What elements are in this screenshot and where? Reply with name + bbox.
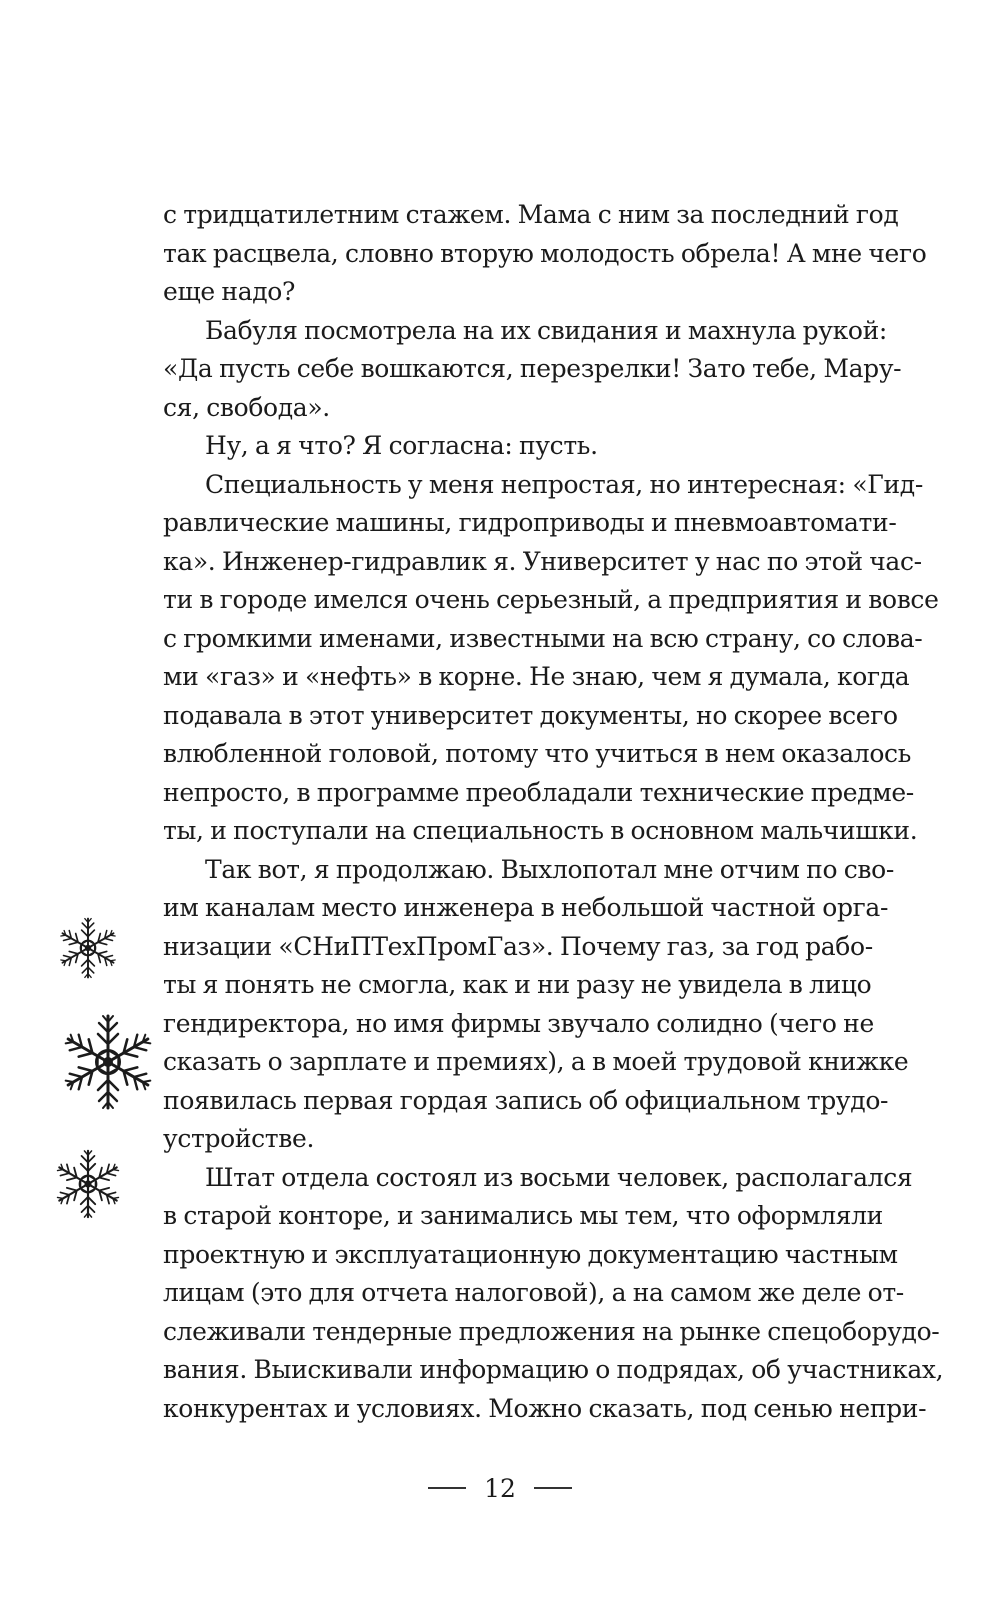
text-line: гендиректора, но имя фирмы звучало солидно (чего не [163,1008,874,1038]
text-line: сказать о зарплате и премиях), а в моей трудовой книжке [163,1047,909,1076]
text-line: ми «газ» и «нефть» в корне. Не знаю, чем я думала, когда [163,662,910,691]
text-line: слеживали тендерные предложения на рынке спецоборудо- [163,1316,940,1346]
text-line: подавала в этот университет документы, но скорее всего [163,700,898,730]
snowflake-icon [58,1012,158,1112]
text-line: ти в городе имелся очень серьезный, а предприятия и вовсе [163,585,939,614]
text-line: устройстве. [163,1124,315,1153]
text-line: Так вот, я продолжаю. Выхлопотал мне отчим по сво- [205,854,894,884]
text-line: низации «СНиПТехПромГаз». Почему газ, за год рабо- [163,931,873,961]
body-text [163,196,944,1428]
text-line: Бабуля посмотрела на их свидания и махнула рукой: [205,315,888,345]
text-line: проектную и эксплуатационную документацию частным [163,1239,898,1269]
text-line: непросто, в программе преобладали технические предме- [163,777,914,807]
text-line: равлические машины, гидроприводы и пневмоавтомати- [163,508,897,537]
page-footer [0,1470,1000,1506]
snowflake-icon [52,1148,124,1220]
text-line: с тридцатилетним стажем. Мама с ним за последний год [163,200,899,229]
text-line: ся, свобода». [163,392,330,422]
snowflake-icon [56,916,120,980]
text-line: вания. Выискивали информацию о подрядах, об участниках, [163,1355,944,1384]
text-line: Специальность у меня непростая, но интересная: «Гид- [205,469,923,499]
text-line: им каналам место инженера в небольшой частной орга- [163,893,889,922]
text-line: с громкими именами, известными на всю страну, со слова- [163,623,923,653]
text-line: ка». Инженер-гидравлик я. Университет у нас по этой час- [163,546,922,576]
text-line: еще надо? [163,277,296,306]
page-number: 12 [484,1473,516,1503]
text-line: так расцвела, словно вторую молодость обрела! А мне чего [163,238,927,268]
footer-dash-left [428,1487,466,1489]
text-line: ты, и поступали на специальность в основном мальчишки. [163,816,918,845]
text-line: лицам (это для отчета налоговой), а на самом же деле от- [163,1278,904,1307]
text-line: конкурентах и условиях. Можно сказать, под сенью непри- [163,1393,927,1423]
footer-dash-right [534,1487,572,1489]
text-line: влюбленной головой, потому что учиться в нем оказалось [163,739,911,768]
text-line: ты я понять не смогла, как и ни разу не увидела в лицо [163,970,872,999]
text-line: Ну, а я что? Я согласна: пусть. [205,431,598,460]
text-line: «Да пусть себе вошкаются, перезрелки! Зато тебе, Мару- [163,354,902,383]
text-line: Штат отдела состоял из восьми человек, располагался [205,1162,913,1192]
text-line: в старой конторе, и занимались мы тем, что оформляли [163,1201,883,1230]
text-line: появилась первая гордая запись об официальном трудо- [163,1085,889,1115]
